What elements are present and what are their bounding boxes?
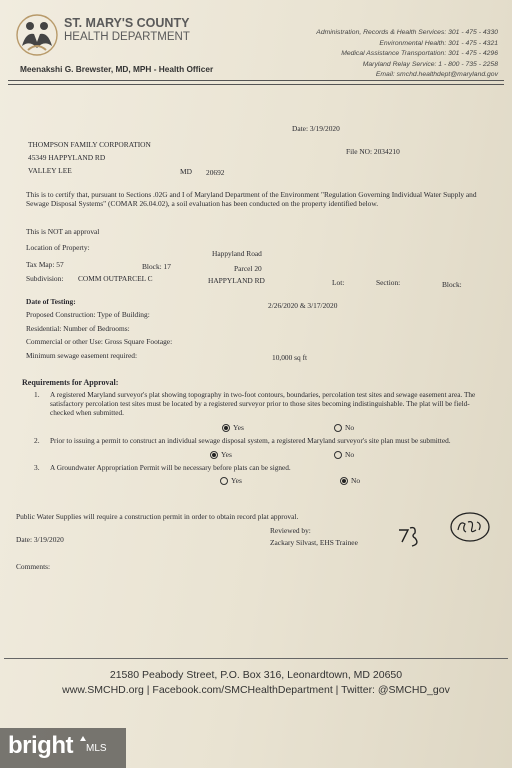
- certification-paragraph: This is to certify that, pursuant to Sections .02G and I of Maryland Department of the Environment "Regulation Governing Individual Water Supply and Sewage Disposal Systems" (COMAR 26.04.02), a soil evaluation has been conducted on the property identified below.: [26, 190, 477, 208]
- reviewed-by-label: Reviewed by:: [270, 526, 311, 535]
- requirement-text: Prior to issuing a permit to construct an individual sewage disposal system, a registered Maryland surveyor's site plan must be submitted.: [50, 436, 451, 445]
- website-link[interactable]: www.SMCHD.org: [62, 684, 144, 696]
- req2-no-option[interactable]: No: [334, 450, 354, 459]
- proposed-construction: Proposed Construction: Type of Building:: [26, 310, 150, 319]
- location-value: Happyland Road: [212, 249, 262, 258]
- letter-date: Date: 3/19/2020: [292, 124, 340, 133]
- requirements-title: Requirements for Approval:: [22, 378, 119, 387]
- easement-value: 10,000 sq ft: [272, 353, 308, 362]
- footer-separator: |: [146, 684, 153, 696]
- radio-unselected-icon: [334, 424, 342, 432]
- req1-yes-option[interactable]: Yes: [222, 423, 244, 432]
- contact-line: Maryland Relay Service: 1 - 800 - 735 - 2258: [362, 60, 498, 68]
- block-number: Block: 17: [142, 262, 171, 271]
- commercial-use: Commercial or other Use: Gross Square Footage:: [26, 337, 173, 346]
- twitter-link[interactable]: Twitter: @SMCHD_gov: [341, 684, 450, 696]
- residential-bedrooms: Residential: Number of Bedrooms:: [26, 324, 130, 333]
- radio-unselected-icon: [220, 477, 228, 485]
- requirement-number: 3.: [34, 463, 40, 472]
- file-number: File NO: 2034210: [346, 147, 400, 156]
- location-label: Location of Property:: [26, 243, 90, 252]
- initials-stamp-icon: [448, 510, 492, 544]
- comments-label: Comments:: [16, 562, 51, 571]
- addressee-zip: 20692: [206, 168, 225, 177]
- footer-separator: |: [335, 684, 342, 696]
- org-name-line1: ST. MARY'S COUNTY: [64, 16, 190, 30]
- footer-divider: [4, 658, 508, 659]
- radio-selected-icon: [222, 424, 230, 432]
- req1-no-option[interactable]: No: [334, 423, 354, 432]
- block-label: Block:: [442, 280, 462, 289]
- health-department-logo-icon: [16, 12, 58, 58]
- section-label: Section:: [376, 278, 401, 287]
- addressee-street: 45349 HAPPYLAND RD: [28, 153, 106, 162]
- addressee-state: MD: [180, 167, 192, 176]
- radio-unselected-icon: [334, 451, 342, 459]
- footer-address: 21580 Peabody Street, P.O. Box 316, Leonardtown, MD 20650: [109, 669, 403, 681]
- contact-line: Email: smchd.healthdept@maryland.gov: [375, 71, 498, 79]
- watermark-brand: bright: [8, 732, 73, 759]
- subdivision-label: Subdivision:: [26, 274, 64, 283]
- radio-selected-icon: [210, 451, 218, 459]
- parcel-number: Parcel 20: [234, 264, 262, 273]
- facebook-link[interactable]: Facebook.com/SMCHealthDepartment: [152, 684, 333, 696]
- lot-label: Lot:: [332, 278, 345, 287]
- requirement-number: 2.: [34, 436, 40, 445]
- header-divider: [8, 80, 504, 81]
- req2-yes-option[interactable]: Yes: [210, 450, 232, 459]
- testing-label: Date of Testing:: [26, 297, 76, 306]
- testing-dates: 2/26/2020 & 3/17/2020: [268, 301, 338, 310]
- contact-line: Administration, Records & Health Services: 301 - 475 - 4330: [316, 29, 498, 36]
- req3-yes-option[interactable]: Yes: [220, 476, 242, 485]
- easement-label: Minimum sewage easement required:: [26, 351, 138, 360]
- closing-date: Date: 3/19/2020: [16, 535, 64, 544]
- header-divider: [8, 84, 504, 85]
- contact-block: [316, 28, 498, 81]
- subdivision-value: COMM OUTPARCEL C: [78, 274, 153, 283]
- radio-selected-icon: [340, 477, 348, 485]
- bright-mls-watermark: [0, 728, 126, 768]
- tax-map: Tax Map: 57: [26, 260, 64, 269]
- watermark-roof-icon: [80, 736, 86, 741]
- requirement-text: A registered Maryland surveyor's plat showing topography in two-foot contours, boundaries, percolation test sites and sewage easement area. The satisfactory percolation test sites must be located by a registered surveyor prior to those sites becoming indistinguishable. The plat will be field-checked when submitted.: [50, 390, 476, 417]
- watermark-suffix: MLS: [86, 743, 107, 754]
- footer-links: [0, 684, 512, 696]
- org-name-line2: HEALTH DEPARTMENT: [64, 31, 190, 43]
- public-water-note: Public Water Supplies will require a construction permit in order to obtain record plat approval.: [16, 512, 299, 521]
- not-approval-note: This is NOT an approval: [26, 227, 100, 236]
- addressee-name: THOMPSON FAMILY CORPORATION: [28, 140, 151, 149]
- reviewer-signature-icon: [396, 524, 432, 550]
- health-officer: Meenakshi G. Brewster, MD, MPH - Health Officer: [20, 64, 214, 74]
- requirement-text: A Groundwater Appropriation Permit will be necessary before plats can be signed.: [50, 463, 291, 472]
- reviewer-name: Zackary Silvast, EHS Trainee: [270, 538, 358, 547]
- contact-line: Medical Assistance Transportation: 301 - 475 - 4296: [341, 50, 498, 58]
- contact-line: Environmental Health: 301 - 475 - 4321: [379, 39, 498, 47]
- requirement-number: 1.: [34, 390, 40, 399]
- addressee-city: VALLEY LEE: [28, 166, 72, 175]
- req3-no-option[interactable]: No: [340, 476, 360, 485]
- subdivision-road: HAPPYLAND RD: [208, 276, 265, 285]
